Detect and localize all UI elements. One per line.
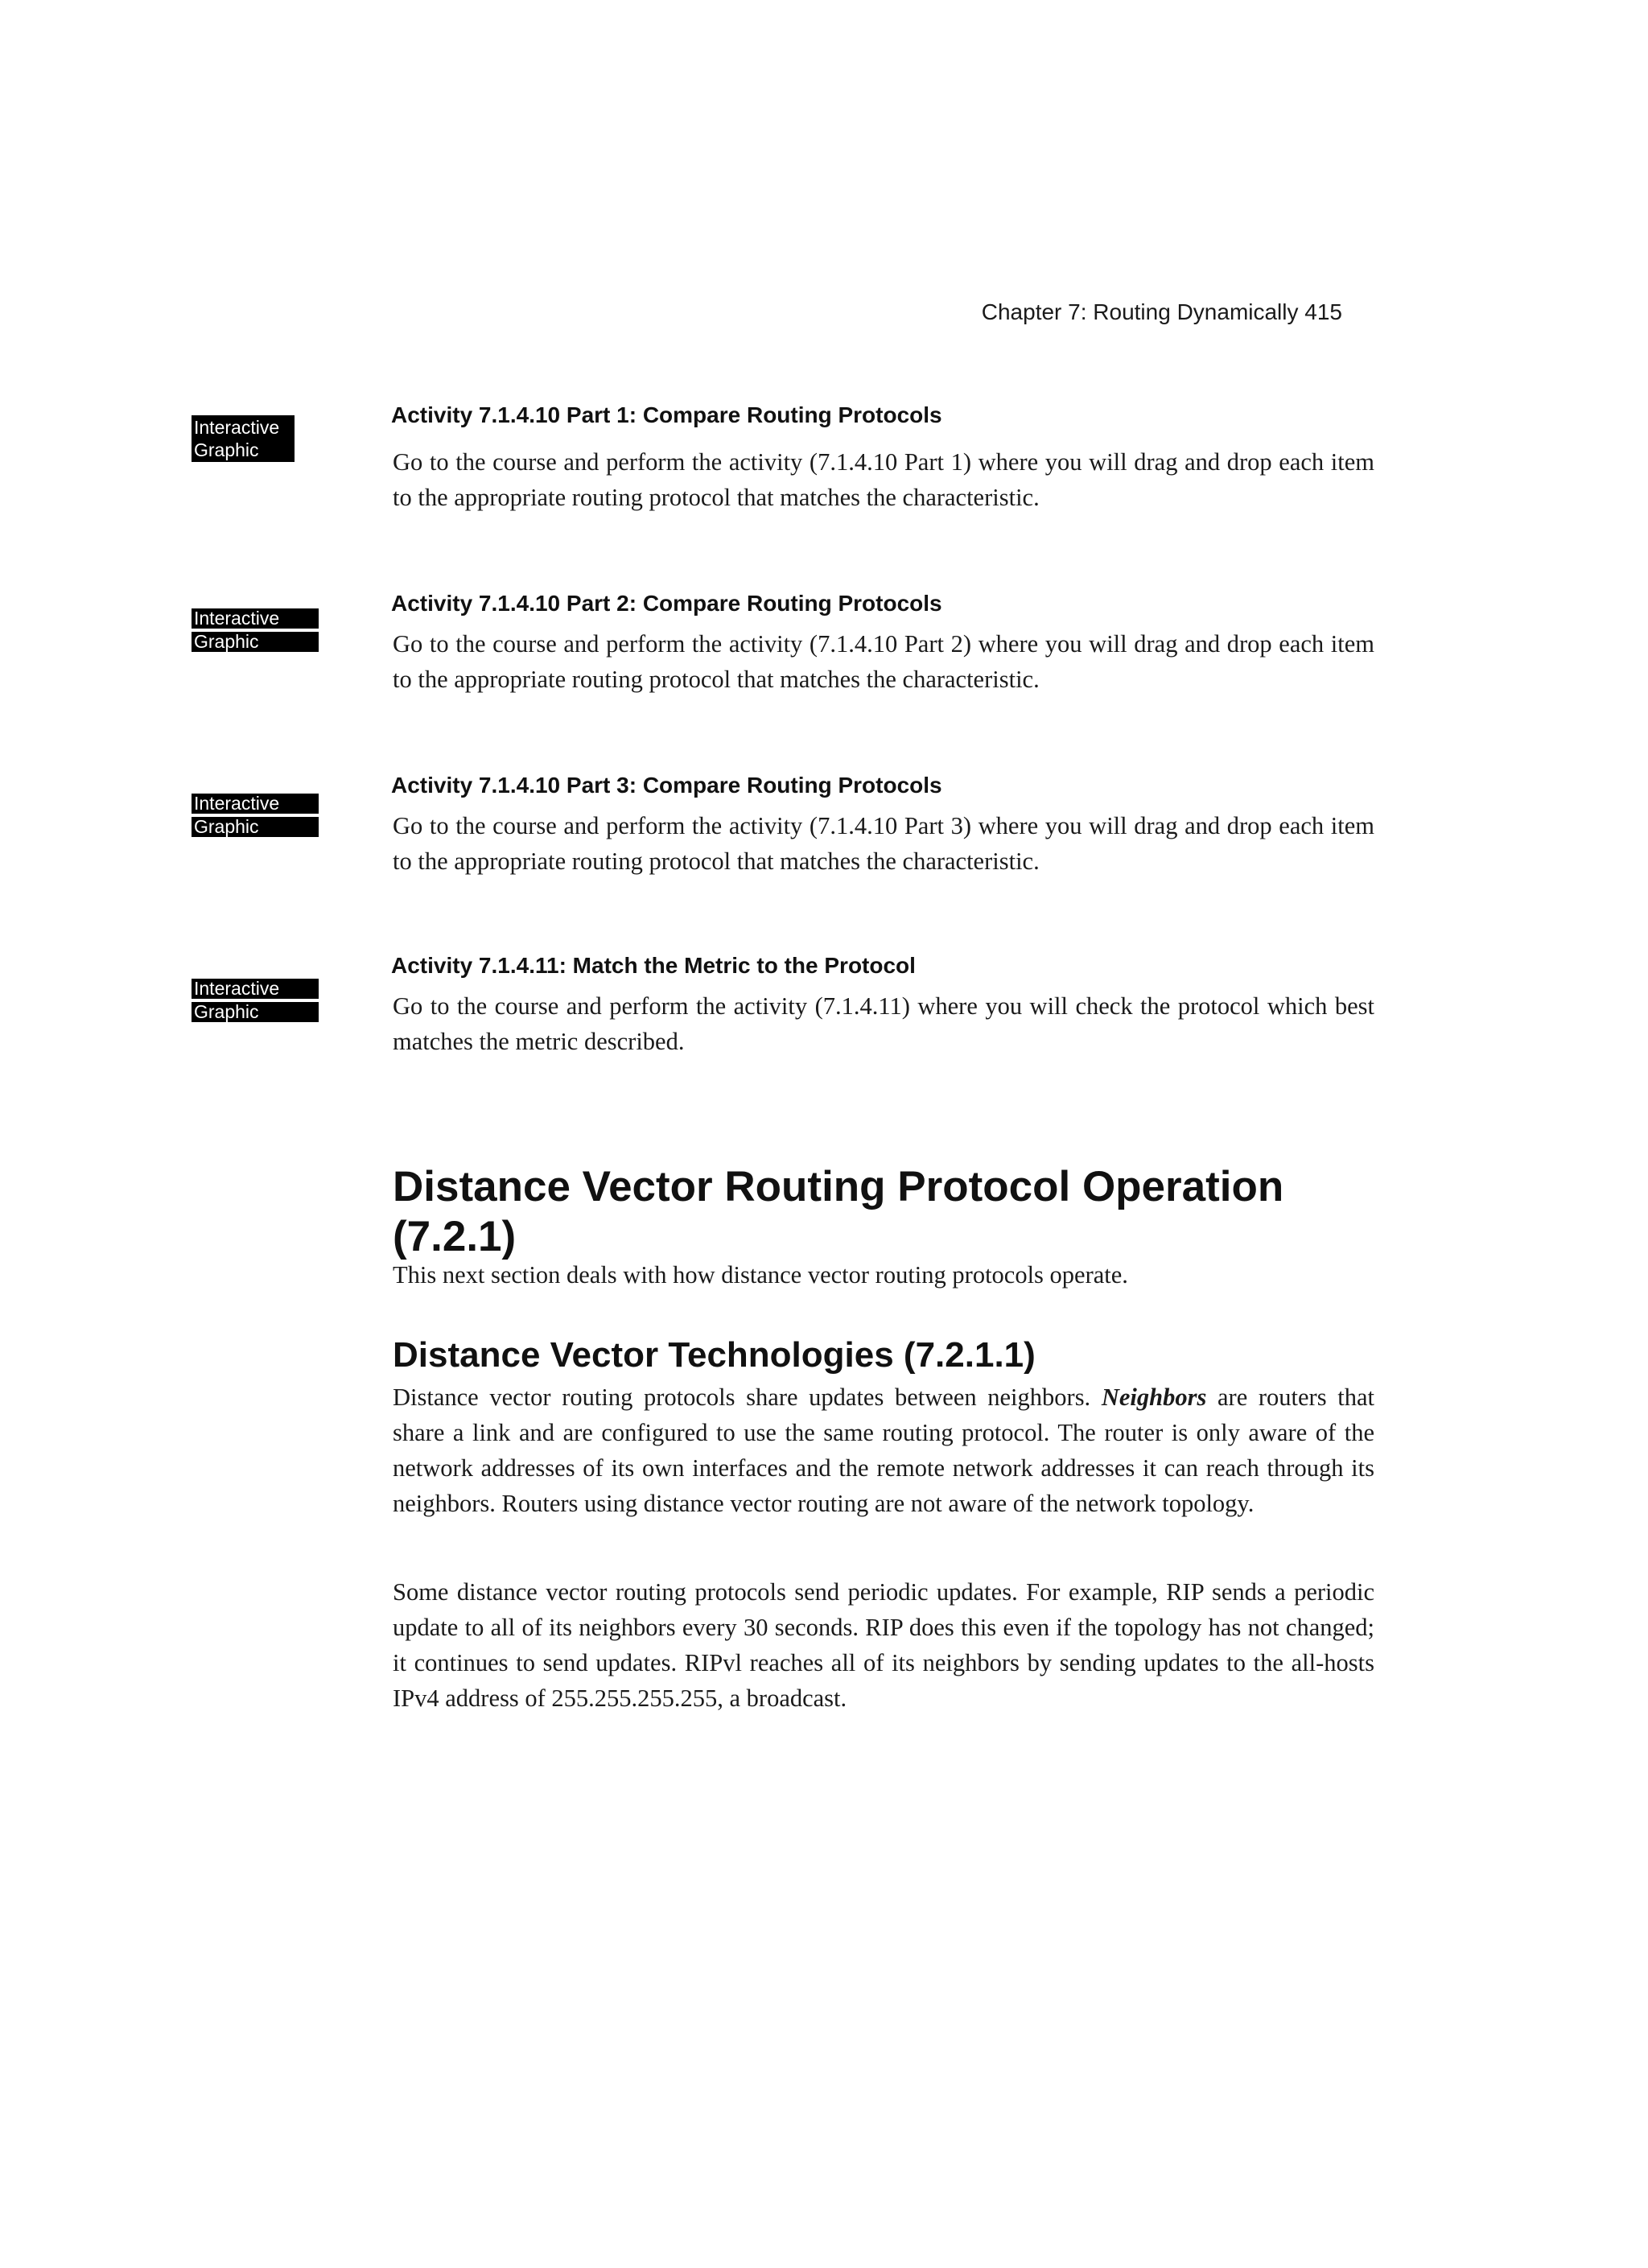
section-heading: Distance Vector Routing Protocol Operation (7.2.1) xyxy=(393,1163,1284,1260)
badge-line-1: Interactive xyxy=(192,608,319,629)
activity-body: Go to the course and perform the activity (7.1.4.10 Part 1) where you will drag and drop each item to the appropriate routing protocol that matches the characteristic. xyxy=(393,448,1374,511)
interactive-graphic-badge xyxy=(192,415,295,462)
badge-line-2: Graphic xyxy=(192,1002,319,1022)
activity-title: Activity 7.1.4.10 Part 2: Compare Routing Protocols xyxy=(391,591,942,616)
badge-line-1: Interactive xyxy=(192,979,319,999)
subsection-heading: Distance Vector Technologies (7.2.1.1) xyxy=(393,1335,1036,1375)
badge-line-2: Graphic xyxy=(192,817,319,837)
badge-line-2: Graphic xyxy=(192,632,319,652)
paragraph-text: are routers that share a link and are configured to use the same routing protocol. The router is only aware of the network addresses of its own interfaces and the remote network addresses it can reach through its neighbors. Routers using distance vector routing are not aware of the network topology. xyxy=(393,1383,1374,1517)
activity-title: Activity 7.1.4.11: Match the Metric to the Protocol xyxy=(391,953,916,978)
section-intro: This next section deals with how distance vector routing protocols operate. xyxy=(393,1261,1128,1289)
running-header: Chapter 7: Routing Dynamically 415 xyxy=(981,299,1342,324)
interactive-graphic-badge xyxy=(192,608,319,655)
badge-line-1: Interactive xyxy=(192,794,319,814)
activity-body: Go to the course and perform the activity (7.1.4.11) where you will check the protocol which best matches the metric described. xyxy=(393,992,1374,1055)
interactive-graphic-badge xyxy=(192,979,319,1025)
paragraph-periodic-updates: Some distance vector routing protocols send periodic updates. For example, RIP sends a periodic update to all of its neighbors every 30 seconds. RIP does this even if the topology has not changed; it continues to send updates. RIPvl reaches all of its neighbors by sending updates to the all-hosts IPv4 address of 255.255.255.255, a broadcast. xyxy=(393,1578,1374,1712)
paragraph-text: Distance vector routing protocols share updates between neighbors. xyxy=(393,1383,1102,1411)
activity-title: Activity 7.1.4.10 Part 3: Compare Routing Protocols xyxy=(391,773,942,798)
activity-title: Activity 7.1.4.10 Part 1: Compare Routing Protocols xyxy=(391,402,942,427)
interactive-graphic-badge xyxy=(192,794,319,840)
badge-line-2: Graphic xyxy=(194,439,259,460)
term-neighbors: Neighbors xyxy=(1101,1383,1207,1411)
badge-line-1: Interactive xyxy=(194,417,280,438)
activity-body: Go to the course and perform the activity (7.1.4.10 Part 2) where you will drag and drop each item to the appropriate routing protocol that matches the characteristic. xyxy=(393,630,1374,693)
paragraph-neighbors xyxy=(393,1379,1374,1521)
activity-body: Go to the course and perform the activity (7.1.4.10 Part 3) where you will drag and drop each item to the appropriate routing protocol that matches the characteristic. xyxy=(393,812,1374,875)
